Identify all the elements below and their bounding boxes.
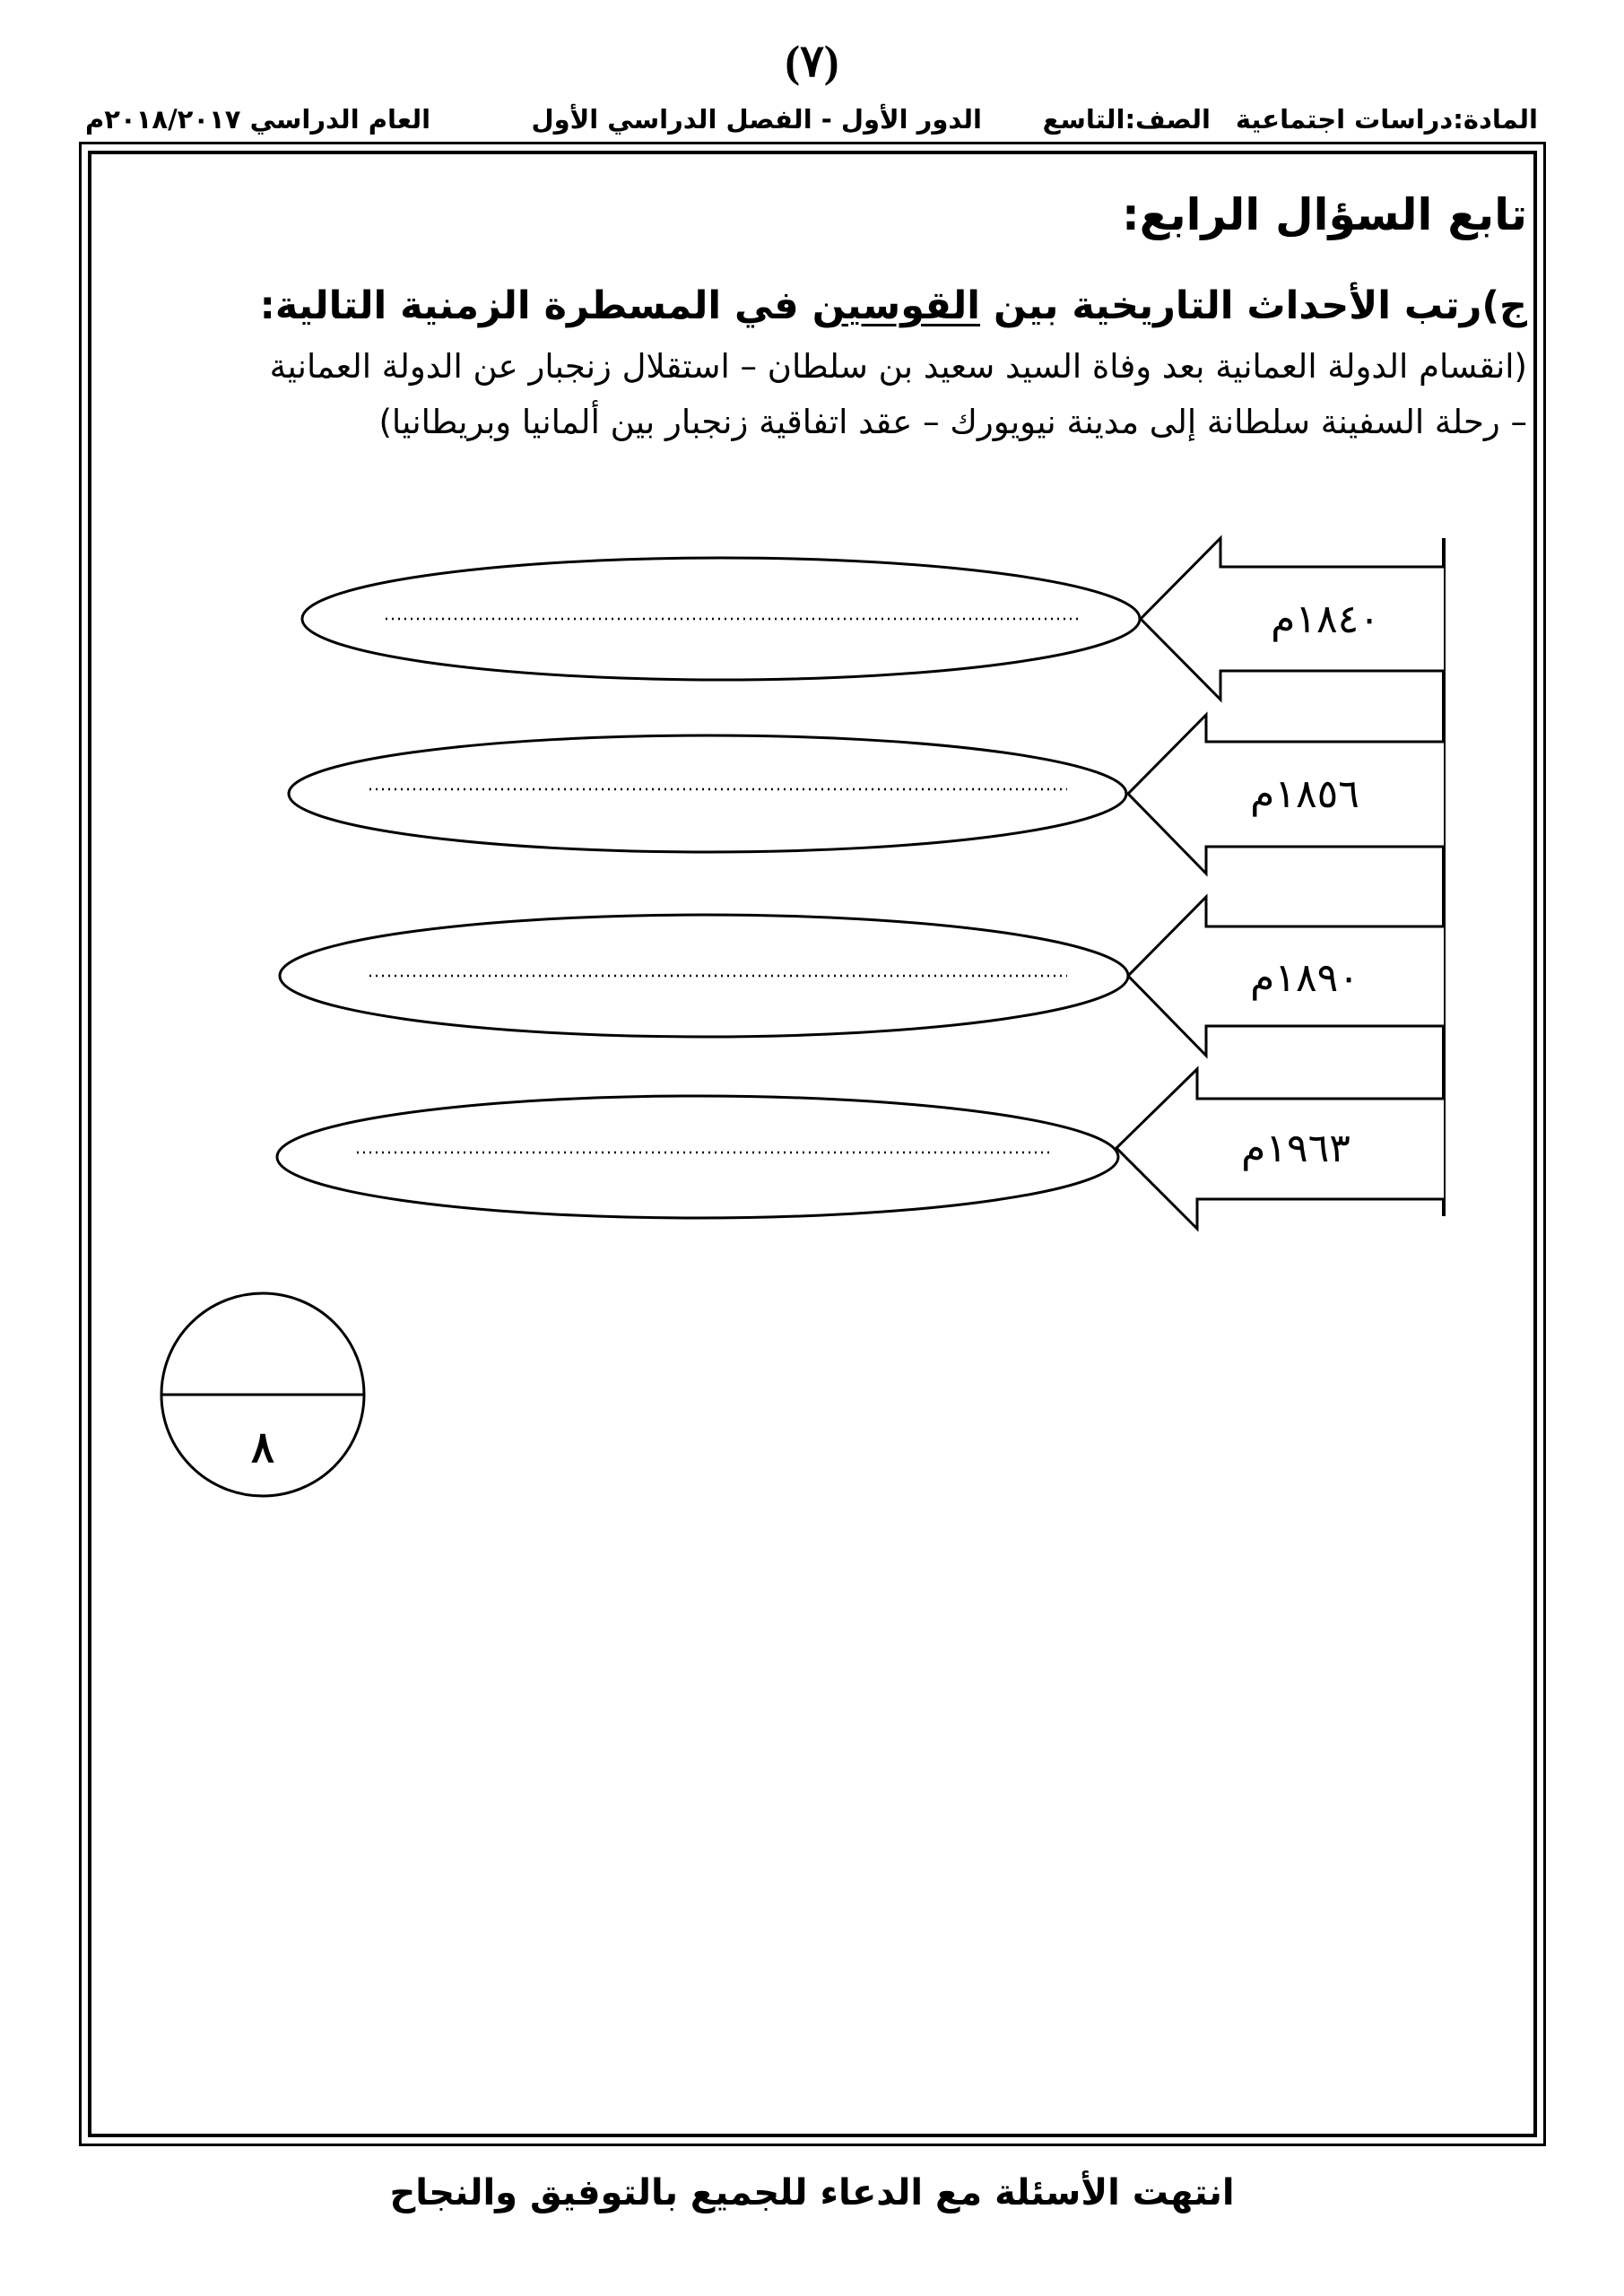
timeline-entry-1 xyxy=(302,538,1444,700)
score-box xyxy=(0,0,377,1552)
header-term: الدور الأول - الفصل الدراسي الأول xyxy=(531,104,982,135)
timeline-year-1: ١٨٤٠م xyxy=(1271,597,1380,641)
header-academic-year: العام الدراسي ٢٠١٨/٢٠١٧م xyxy=(85,104,431,135)
timeline-entry-3 xyxy=(280,897,1444,1056)
instruction-text-underlined: القوسين xyxy=(812,283,981,328)
question-title: تابع السؤال الرابع: xyxy=(1122,189,1527,240)
answer-oval-2[interactable] xyxy=(289,735,1126,852)
closing-message: انتهت الأسئلة مع الدعاء للجميع بالتوفيق والنجاح xyxy=(389,2172,1235,2213)
header-grade: الصف:التاسع xyxy=(1042,104,1211,135)
event-options-line-1: (انقسام الدولة العمانية بعد وفاة السيد سعيد بن سلطان – استقلال زنجبار عن الدولة العمانية xyxy=(269,347,1527,386)
page-number: (٧) xyxy=(785,36,839,86)
timeline-year-3: ١٨٩٠م xyxy=(1250,956,1359,1000)
instruction-text-start: ج)رتب الأحداث التاريخية بين xyxy=(980,283,1527,328)
timeline-entry-2 xyxy=(289,715,1444,874)
score-max: ٨ xyxy=(251,1424,274,1472)
timeline-year-2: ١٨٥٦م xyxy=(1250,772,1359,816)
event-options-line-2: – رحلة السفينة سلطانة إلى مدينة نيويورك – عقد اتفاقية زنجبار بين ألمانيا وبريطانيا) xyxy=(378,403,1527,441)
timeline-year-4: ١٩٦٣م xyxy=(1241,1126,1350,1170)
answer-oval-4[interactable] xyxy=(277,1096,1118,1218)
header-subject: المادة:دراسات اجتماعية xyxy=(1235,104,1538,135)
timeline-entry-4 xyxy=(277,1069,1444,1229)
instruction-text-end: في المسطرة الزمنية التالية: xyxy=(259,283,812,328)
